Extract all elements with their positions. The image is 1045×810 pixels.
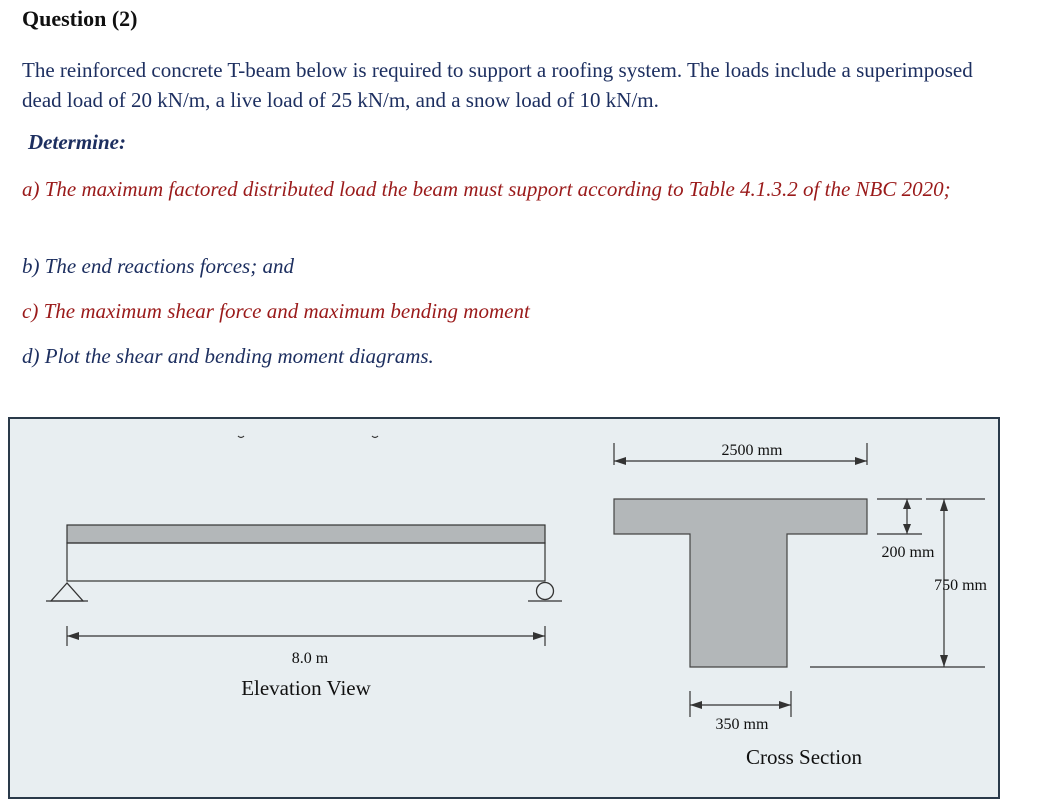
stray-mark	[372, 436, 378, 438]
determine-heading: Determine:	[28, 130, 126, 154]
span-dimension	[67, 626, 545, 646]
cross-section-view	[614, 442, 988, 769]
problem-statement: The reinforced concrete T-beam below is required to support a roofing system. The loads include a superimposed dead load of 20 kN/m, a live load of 25 kN/m, and a snow load of 10 kN/m.	[22, 58, 973, 112]
elevation-view	[46, 525, 562, 700]
flange-width-label: 2500 mm	[721, 442, 783, 459]
part-c: c) The maximum shear force and maximum bending moment	[22, 299, 530, 323]
elevation-caption: Elevation View	[241, 676, 371, 700]
stray-mark	[238, 436, 244, 438]
flange-thickness-dimension	[877, 499, 922, 534]
beam-slab-strip	[67, 525, 545, 543]
t-beam-section	[614, 499, 867, 667]
beam-figure	[8, 417, 1000, 799]
beam-drawing	[10, 419, 998, 797]
beam-body	[67, 543, 545, 581]
span-label: 8.0 m	[291, 650, 329, 667]
roller-support-icon	[528, 583, 562, 602]
part-d: d) Plot the shear and bending moment diagrams.	[22, 344, 434, 368]
part-b: b) The end reactions forces; and	[22, 254, 294, 278]
pin-support-icon	[46, 583, 88, 601]
cross-section-caption: Cross Section	[745, 745, 863, 769]
web-width-label: 350 mm	[715, 716, 769, 733]
web-width-dimension	[690, 691, 791, 717]
total-depth-label: 750 mm	[934, 577, 987, 594]
question-title: Question (2)	[22, 6, 138, 31]
flange-thickness-label: 200 mm	[881, 544, 935, 561]
part-a: a) The maximum factored distributed load the beam must support according to Table 4.1.3.2 of the NBC 2020;	[22, 177, 951, 201]
